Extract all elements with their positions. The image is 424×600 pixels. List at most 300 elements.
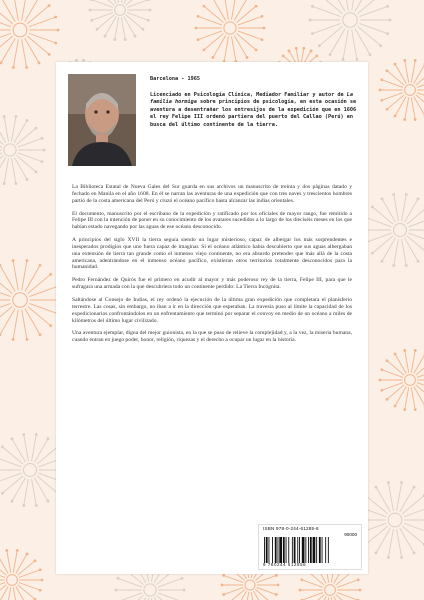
flower-petal-tip: [386, 32, 389, 35]
flower-petal: [12, 478, 26, 501]
flower-petal: [402, 195, 407, 222]
flower-petal-tip: [413, 486, 416, 489]
flower-petal-tip: [90, 19, 93, 22]
flower-center: [4, 144, 16, 156]
flower-petal: [405, 60, 409, 82]
barcode-bar: [328, 537, 329, 563]
barcode-bar: [272, 537, 273, 563]
flower-petal: [407, 236, 424, 253]
flower-petal: [158, 578, 182, 587]
flower-petal-tip: [221, 584, 224, 587]
flower-petal: [1, 38, 15, 63]
flower-petal: [372, 236, 393, 253]
bio-text-part2: sobre principios de psicología, en esta ocasión se aventura a desentrañar los entresijos de la expedición que en 1606 el rey Felipe III ordenó partiera del puerto del Callao (Perú) en busca del último continente de la tierra.: [150, 99, 357, 128]
flower-petal: [22, 310, 27, 340]
barcode-digits: 9 780244 612856: [263, 562, 307, 567]
flower-petal: [0, 309, 15, 335]
flower-petal: [366, 233, 391, 242]
flower-petal-tip: [104, 35, 107, 38]
flower-petal: [319, 26, 342, 45]
flower-petal-tip: [203, 48, 206, 51]
barcode-bar: [286, 537, 287, 563]
flower-petal-tip: [3, 115, 6, 118]
flower-petal: [2, 447, 23, 464]
flower-petal: [411, 387, 415, 409]
flower-petal-tip: [311, 5, 314, 8]
flower-petal: [414, 64, 424, 83]
flower-petal: [0, 157, 6, 179]
flower-petal-tip: [275, 574, 278, 577]
flower-petal: [359, 6, 387, 16]
flower-petal-tip: [371, 205, 374, 208]
barcode-bar: [319, 537, 321, 563]
flower-petal: [13, 310, 18, 340]
flower-center: [224, 22, 236, 34]
flower-petal: [198, 31, 222, 40]
barcode-bar: [302, 537, 305, 563]
flower-petal: [17, 155, 37, 171]
flower-petal: [388, 529, 393, 557]
flower-petal-tip: [0, 264, 1, 267]
flower-petal-tip: [48, 53, 51, 56]
flower-petal-tip: [3, 182, 6, 185]
flower-petal-tip: [12, 259, 15, 262]
flower-petal-tip: [300, 578, 303, 581]
flower-petal: [382, 199, 396, 222]
flower-petal: [343, 30, 348, 60]
flower-petal: [204, 33, 224, 49]
flower-petal: [330, 29, 345, 55]
flower-petal: [0, 121, 6, 143]
flower-petal-tip: [34, 559, 37, 562]
flower-petal: [372, 207, 393, 224]
flower-petal-tip: [197, 38, 200, 41]
flower-petal: [22, 261, 27, 291]
barcode-bar: [310, 537, 312, 563]
flower-petal-tip: [380, 78, 383, 81]
flower-petal: [115, 17, 119, 39]
flower-petal: [237, 33, 257, 49]
flower-petal: [411, 350, 415, 372]
flower-petal-tip: [381, 197, 384, 200]
flower-petal: [231, 36, 235, 61]
flower-petal: [366, 496, 388, 514]
flower-petal: [376, 528, 390, 553]
flower-petal-tip: [54, 16, 57, 19]
flower-petal: [312, 23, 340, 33]
flower-center: [394, 224, 407, 237]
flower-petal: [29, 303, 57, 313]
flower-petal: [28, 274, 51, 293]
flower-petal-tip: [90, 0, 93, 1]
flower-petal: [27, 6, 49, 24]
flower-petal-tip: [386, 69, 389, 72]
barcode-bar: [297, 537, 298, 563]
flower-petal: [414, 386, 424, 405]
flower-petal: [352, 30, 357, 60]
flower-petal: [405, 387, 409, 409]
author-bio: [150, 76, 362, 130]
barcode-bar: [266, 537, 268, 563]
flower-petal-tip: [329, 53, 332, 56]
barcode-bar: [313, 537, 316, 563]
flower-center: [13, 293, 27, 307]
flower-petal-tip: [41, 160, 44, 163]
flower-petal-tip: [1, 492, 4, 495]
isbn-label: ISBN 978-0-244-61285-6: [263, 526, 319, 531]
flower-petal: [13, 261, 18, 291]
flower-petal-tip: [22, 504, 25, 507]
flower-petal-tip: [311, 32, 314, 35]
flower-petal: [32, 479, 37, 506]
flower-petal: [27, 36, 49, 54]
price-code: 90000: [344, 532, 357, 537]
flower-petal-tip: [11, 500, 14, 503]
flower-petal-tip: [1, 445, 4, 448]
bio-book-title: La familia hormiga: [150, 91, 354, 106]
flower-petal-tip: [356, 58, 359, 61]
flower-petal: [13, 0, 18, 21]
flower-petal-tip: [394, 115, 397, 118]
synopsis-paragraph: Una aventura ejemplar, digna del mejor guionista, en la que se puso de relieve la complejidad y, a la vez, la miseria humana, cuando entran en juego poder, honor, religión, riquezas y el derecho a ocupar un lugar en la historia.: [72, 330, 352, 344]
flower-petal-tip: [386, 359, 389, 362]
flower-petal-tip: [288, 50, 291, 53]
flower-petal-tip: [414, 408, 417, 411]
barcode-bar: [288, 537, 289, 563]
flower-petal: [404, 507, 424, 517]
flower-petal-tip: [15, 115, 18, 118]
author-photo: [68, 74, 136, 166]
flower-petal: [124, 16, 135, 35]
flower-petal: [405, 97, 409, 119]
flower-petal-tip: [414, 349, 417, 352]
flower-petal: [13, 39, 18, 67]
barcode-bar: [269, 537, 270, 563]
flower-petal-tip: [357, 578, 360, 581]
flower-petal: [24, 435, 29, 462]
flower-petal: [355, 29, 370, 55]
flower-petal: [35, 439, 49, 462]
flower-petal: [224, 36, 228, 61]
flower-petal: [32, 435, 37, 462]
flower-petal: [358, 0, 381, 14]
flower-petal-tip: [302, 47, 305, 50]
flower-petal: [7, 550, 11, 572]
barcode-bars: [263, 537, 357, 563]
flower-petal-tip: [26, 553, 29, 556]
flower-petal-tip: [392, 264, 395, 267]
flower-petal: [0, 265, 15, 291]
flower-petal-tip: [310, 50, 313, 53]
barcode-bar: [305, 537, 306, 563]
flower-petal: [231, 0, 235, 20]
flower-petal: [158, 593, 182, 600]
flower-petal: [234, 0, 247, 21]
isbn-barcode: [258, 524, 362, 570]
barcode-bar: [278, 537, 279, 563]
flower-petal: [4, 158, 8, 183]
flower-petal-tip: [386, 108, 389, 111]
flower-petal-tip: [181, 577, 184, 580]
barcode-bar: [316, 537, 317, 563]
flower-center: [245, 580, 255, 590]
flower-petal-tip: [12, 338, 15, 341]
author-origin: Barcelona - 1965: [150, 76, 200, 82]
synopsis-paragraph: Saltándose al Consejo de Indias, el rey ordenó la ejecución de la última gran expedición que completara el planisferio terrestre. Las cosas, sin embargo, no iban a ir en la dirección que esperaban. La travesía puso al límite la capacidad de los expedicionarios confrontándolos en un enfrentamiento que terminó por separar el convoy en medio de un océano a miles de kilómetros del último lugar civilizado.: [72, 297, 352, 324]
flower-petal-tip: [48, 4, 51, 7]
flower-petal-tip: [380, 389, 383, 392]
flower-petal: [402, 239, 407, 266]
flower-petal-tip: [35, 504, 38, 507]
flower-petal-tip: [147, 0, 150, 1]
flower-center: [24, 464, 37, 477]
flower-petal: [405, 238, 419, 261]
flower-petal-tip: [405, 264, 408, 267]
flower-petal-tip: [89, 9, 92, 12]
flower-center: [405, 85, 416, 96]
barcode-bar: [299, 537, 300, 563]
flower-petal: [118, 578, 142, 587]
flower-petal: [22, 39, 27, 67]
flower-petal-tip: [414, 59, 417, 62]
flower-petal-tip: [386, 398, 389, 401]
flower-petal-tip: [381, 260, 384, 263]
flower-petal-tip: [25, 66, 28, 69]
flower-petal: [238, 31, 262, 40]
barcode-bar: [294, 537, 296, 563]
flower-petal-tip: [117, 577, 120, 580]
flower-petal: [4, 117, 8, 142]
flower-petal-tip: [41, 579, 44, 582]
flower-petal: [0, 17, 11, 27]
flower-petal-tip: [39, 589, 42, 592]
flower-petal: [395, 64, 406, 83]
flower-petal: [238, 16, 262, 25]
flower-petal: [407, 207, 424, 224]
flower-petal-tip: [38, 62, 41, 65]
flower-petal: [25, 0, 39, 22]
flower-center: [325, 585, 336, 596]
flower-petal-tip: [359, 589, 362, 592]
flower-petal-tip: [134, 35, 137, 38]
flower-petal-tip: [39, 333, 42, 336]
flower-petal-tip: [255, 5, 258, 8]
flower-petal: [17, 128, 37, 144]
flower-petal-tip: [222, 593, 225, 596]
flower-center: [343, 13, 357, 27]
flower-petal-tip: [203, 5, 206, 8]
flower-petal-tip: [403, 59, 406, 62]
flower-petal-tip: [400, 481, 403, 484]
flower-petal-tip: [195, 27, 198, 30]
flower-petal-tip: [41, 137, 44, 140]
flower-petal: [411, 97, 415, 119]
barcode-bar: [264, 537, 265, 563]
synopsis-paragraph: La Biblioteca Estatal de Nueva Gales del Sur guarda en sus archivos un manuscrito de treinta y dos páginas datado y fechado en Manila en el año 1608. En él se narran las aventuras de una expedición que con tres naves y trescientos hombres partió de la costa americana del Perú y cruzó el océano pacífico hasta alcanzar las indias orientales.: [72, 184, 352, 204]
flower-petal: [11, 117, 15, 142]
flower-petal: [382, 238, 396, 261]
flower-petal-tip: [0, 333, 1, 336]
flower-petal-tip: [142, 28, 145, 31]
flower-petal-tip: [379, 44, 382, 47]
flower-petal: [204, 6, 224, 22]
flower-petal-tip: [379, 379, 382, 382]
flower-petal-tip: [380, 368, 383, 371]
flower-petal: [408, 218, 424, 227]
flower-petal: [25, 265, 40, 291]
flower-petal: [25, 309, 40, 335]
flower-petal-tip: [11, 437, 14, 440]
flower-petal-tip: [222, 574, 225, 577]
flower-petal-tip: [315, 54, 318, 57]
flower-petal: [237, 6, 257, 22]
flower-petal-tip: [246, 56, 249, 59]
flower-petal: [0, 458, 22, 467]
flower-petal: [397, 483, 402, 511]
flower-petal-tip: [400, 556, 403, 559]
flower-petal: [121, 17, 125, 39]
flower-petal-tip: [387, 556, 390, 559]
flower-petal: [29, 17, 56, 27]
flower-petal-tip: [282, 54, 285, 57]
flower-petal: [319, 0, 342, 14]
flower-petal: [402, 496, 424, 514]
flower-center: [7, 575, 18, 586]
flower-petal: [358, 26, 381, 45]
flower-petal-tip: [299, 589, 302, 592]
flower-petal: [7, 587, 11, 600]
flower-petal: [234, 35, 247, 57]
flower-petal-tip: [403, 118, 406, 121]
barcode-bar: [325, 537, 326, 563]
flower-petal: [312, 6, 340, 16]
barcode-bar: [322, 537, 323, 563]
flower-petal-tip: [26, 259, 29, 262]
flower-petal: [388, 483, 393, 511]
flower-petal: [13, 550, 17, 572]
flower-petal: [2, 476, 23, 493]
flower-petal-tip: [275, 593, 278, 596]
flower-petal-tip: [417, 260, 420, 263]
flower-petal: [405, 350, 409, 372]
flower-petal: [376, 487, 390, 512]
flower-petal-tip: [15, 182, 18, 185]
flower-petal: [402, 526, 424, 544]
flower-petal-tip: [197, 15, 200, 18]
synopsis-paragraph: Pedro Fernández de Quirós fue el primero en acudir al mayor y más poderoso rey de la tierra, Felipe III, para que le sufragara una armada con la que descubriera todo un continente perdido: La Tierra Incógnita.: [72, 277, 352, 291]
flower-petal-tip: [147, 19, 150, 22]
flower-petal-tip: [22, 433, 25, 436]
flower-petal-tip: [389, 19, 392, 22]
flower-petal: [395, 354, 406, 373]
flower-petal: [394, 195, 399, 222]
flower-petal: [397, 529, 402, 557]
flower-petal-tip: [183, 589, 186, 592]
flower-petal-tip: [414, 118, 417, 121]
flower-petal: [18, 138, 42, 147]
barcode-bar: [292, 537, 293, 563]
synopsis-paragraph: A principios del siglo XVII la tierra seguía siendo un lugar misterioso, capaz de albergar los más sorprendentes e inesperados prodigios que uno fuera capaz de imaginar. Si el océano atlántico había descubierto que sus aguas albergaban una extensión de tierra tan grande como el inmenso viejo continente, no era absurdo pretender que más allá de la costa americana, adentrándose en el inmenso océano pacífico, existieran otros territorios totalmente desconocidos para la humanidad.: [72, 237, 352, 271]
flower-petal: [198, 16, 222, 25]
flower-petal: [1, 0, 15, 22]
flower-petal: [366, 526, 388, 544]
flower-petal-tip: [387, 481, 390, 484]
flower-petal-tip: [405, 193, 408, 196]
flower-petal-tip: [394, 353, 397, 356]
flower-petal: [411, 60, 415, 82]
flower-petal-tip: [26, 178, 29, 181]
flower-petal: [24, 479, 29, 506]
flower-petal-tip: [35, 170, 38, 173]
flower-petal: [25, 38, 39, 63]
flower-petal-tip: [277, 584, 280, 587]
flower-petal-tip: [369, 53, 372, 56]
flower-petal: [405, 199, 419, 222]
flower-petal: [18, 153, 42, 162]
flower-petal-tip: [47, 500, 50, 503]
flower-petal: [29, 33, 56, 43]
flower-petal-tip: [394, 63, 397, 66]
flower-petal: [118, 593, 142, 600]
flower-center: [13, 23, 27, 37]
flower-petal-tip: [392, 193, 395, 196]
flower-petal-tip: [115, 589, 118, 592]
flower-petal: [0, 33, 11, 43]
flower-petal: [414, 354, 424, 373]
flower-petal: [213, 0, 226, 21]
flower-petal-tip: [263, 27, 266, 30]
flower-petal: [14, 121, 27, 143]
flower-petal: [37, 447, 58, 464]
flower-petal: [29, 286, 57, 296]
flower-petal-tip: [342, 58, 345, 61]
flower-center: [115, 5, 126, 16]
flower-petal-tip: [386, 5, 389, 8]
flower-petal-tip: [379, 89, 382, 92]
flower-petal: [395, 386, 406, 405]
flower-petal: [14, 157, 27, 179]
flower-petal-tip: [309, 19, 312, 22]
bio-text-part1: Licenciado en Psicología Clínica, Mediador Familiar y autor de: [150, 91, 347, 98]
flower-petal: [224, 0, 228, 20]
flower-petal-tip: [318, 44, 321, 47]
flower-petal-tip: [124, 38, 127, 41]
barcode-bar: [308, 537, 309, 563]
flower-petal-tip: [113, 38, 116, 41]
flower-petal-tip: [212, 56, 215, 59]
flower-petal-tip: [96, 28, 99, 31]
barcode-bar: [275, 537, 277, 563]
flower-petal: [37, 476, 58, 493]
flower-petal: [0, 473, 22, 482]
flower-petal: [13, 587, 17, 600]
flower-petal-tip: [39, 264, 42, 267]
flower-petal: [11, 158, 15, 183]
flower-petal-tip: [380, 99, 383, 102]
flower-petal-tip: [375, 552, 378, 555]
flower-petal-tip: [54, 42, 57, 45]
flower-center: [405, 375, 416, 386]
flower-petal-tip: [49, 273, 52, 276]
flower-petal-tip: [403, 349, 406, 352]
flower-petal-tip: [43, 149, 46, 152]
flower-petal-tip: [295, 47, 298, 50]
flower-petal: [213, 35, 226, 57]
flower-petal-tip: [413, 552, 416, 555]
flower-petal: [28, 306, 51, 325]
flower-petal: [366, 218, 391, 227]
flower-petal: [400, 528, 414, 553]
